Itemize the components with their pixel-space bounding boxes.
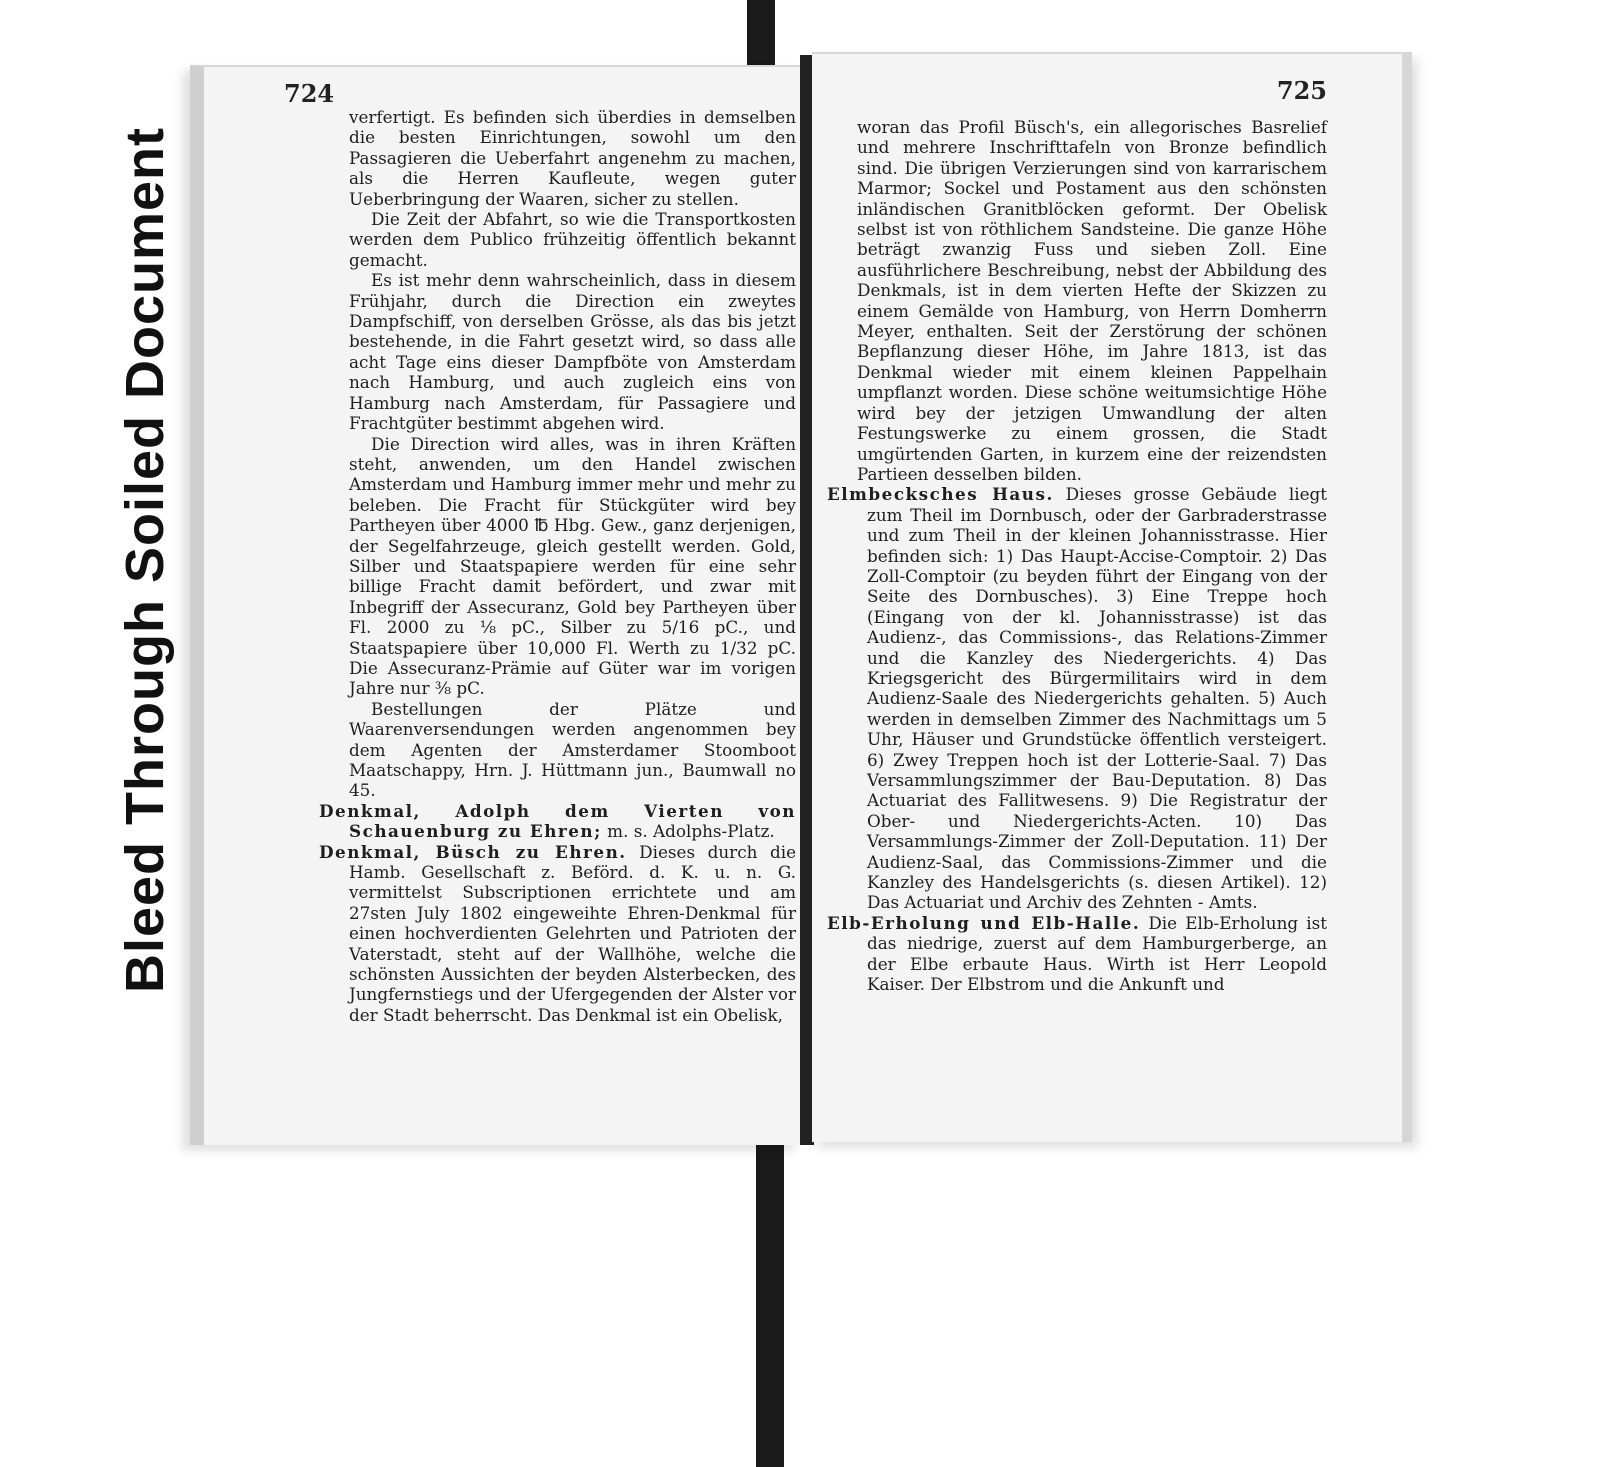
paragraph: Es ist mehr denn wahrscheinlich, dass in diesem Frühjahr, durch die Direction ein zweytes Dampfschiff, von derselben Grösse, als das bis jetzt bestehende, in die Fahrt gesetzt wird, so dass alle acht Tage eins dieser Dampfböte von Amsterdam nach Hamburg, und auch zugleich eins von Hamburg nach Amsterdam, für Passagiere und Frachtgüter bestimmt abgehen wird. [349, 270, 796, 434]
paragraph: verfertigt. Es befinden sich überdies in demselben die besten Einrichtungen, sowohl um den Passagieren die Ueberfahrt angenehm zu machen, als die Herren Kaufleute, wegen guter Ueberbringung der Waaren, sicher zu stellen. [349, 107, 796, 209]
page-body [827, 117, 1327, 994]
right-page [812, 52, 1412, 1142]
paragraph: woran das Profil Büsch's, ein allegorisches Basrelief und mehrere Inschrifttafeln von Bronze befindlich sind. Die übrigen Verzierungen sind von karrarischem Marmor; Sockel und Postament aus den schönsten inländischen Granitblöcken geformt. Der Obelisk selbst ist von röthlichem Sandsteine. Die ganze Höhe beträgt zwanzig Fuss und sieben Zoll. Eine ausführlichere Beschreibung, nebst der Abbildung des Denkmals, ist in dem vierten Hefte der Skizzen zu einem Gemälde von Hamburg, von Herrn Domherrn Meyer, enthalten. Seit der Zerstörung der schönen Bepflanzung dieser Höhe, im Jahre 1813, ist das Denkmal wieder mit einem kleinen Pappelhain umpflanzt worden. Diese schöne weitumsichtige Höhe wird bey der jetzigen Umwandlung der alten Festungswerke zu einem grossen, die Stadt umgürtenden Garten, in kurzem eine der reizendsten Partieen desselben bilden. [857, 117, 1327, 484]
binding-strip-top [747, 0, 775, 75]
bleed-through-stamp [100, 60, 190, 1060]
entry-term: Denkmal, Büsch zu Ehren. [319, 841, 627, 862]
entry-elb-erholung [827, 913, 1327, 995]
paragraph: Bestellungen der Plätze und Waarenversendungen werden angenommen bey dem Agenten der Amsterdamer Stoomboot Maatschappy, Hrn. J. Hüttmann jun., Baumwall no 45. [349, 698, 796, 801]
entry-term: Elmbecksches Haus. [827, 484, 1054, 505]
entry-denkmal-adolph [319, 801, 796, 842]
entry-denkmal-buesch [319, 842, 796, 1026]
page-body [319, 107, 796, 1025]
entry-text: Die Elb-Erholung ist das niedrige, zuerst auf dem Hamburgerberge, an der Elbe erbaute Haus. Wirth ist Herr Leopold Kaiser. Der Elbstrom und die Ankunft und [867, 912, 1327, 995]
entry-term: Elb-Erholung und Elb-Halle. [827, 912, 1141, 933]
binding-strip-bottom [756, 1138, 784, 1467]
entry-elmbecksches-haus [827, 484, 1327, 913]
entry-text: m. s. Adolphs-Platz. [601, 821, 775, 842]
entry-term: Denkmal, Adolph dem Vierten von Schauenburg zu Ehren; [319, 800, 796, 842]
left-page [190, 65, 802, 1145]
entry-text: Dieses durch die Hamb. Gesellschaft z. Beförd. d. K. u. n. G. vermittelst Subscriptionen errichtete und am 27sten July 1802 eingeweihte Ehren-Denkmal für einen hochverdienten Gelehrten und Patrioten der Vaterstadt, steht auf der Wallhöhe, welche die schönsten Aussichten der beyden Alsterbecken, des Jungfernstiegs und der Ufergegenden der Alster vor der Stadt beherrscht. Das Denkmal ist ein Obelisk, [349, 841, 797, 1025]
paragraph: Die Direction wird alles, was in ihren Kräften steht, anwenden, um den Handel zwischen Amsterdam und Hamburg immer mehr und mehr zu beleben. Die Fracht für Stückgüter wird bey Partheyen über 4000 ℔ Hbg. Gew., ganz derjenigen, der Segelfahrzeuge, gleich gestellt werden. Gold, Silber und Staatspapiere werden für eine sehr billige Fracht damit befördert, und zwar mit Inbegriff der Assecuranz, Gold bey Partheyen über Fl. 2000 zu ⅛ pC., Silber zu 5/16 pC., und Staatspapiere über 10,000 Fl. Werth zu 1/32 pC. Die Assecuranz-Prämie auf Güter war im vorigen Jahre nur ⅜ pC. [349, 433, 796, 699]
page-number: 724 [284, 79, 335, 108]
stamp-text: Bleed Through Soiled Document [115, 126, 175, 994]
entry-text: Dieses grosse Gebäude liegt zum Theil im Dornbusch, oder der Garbraderstrasse und zum Theil in der kleinen Johannisstrasse. Hier befinden sich: 1) Das Haupt-Accise-Comptoir. 2) Das Zoll-Comptoir (zu beyden führt der Eingang von der Seite des Dornbusches). 3) Eine Treppe hoch (Eingang von der kl. Johannisstrasse) ist das Audienz-, das Commissions-, das Relations-Zimmer und die Kanzley des Niedergerichts. 4) Das Kriegsgericht des Bürgermilitairs wird in dem Audienz-Saale des Niedergerichts gehalten. 5) Auch werden in demselben Zimmer des Nachmittags um 5 Uhr, Häuser und Grundstücke öffentlich versteigert. 6) Zwey Treppen hoch ist der Lotterie-Saal. 7) Das Versammlungszimmer der Bau-Deputation. 8) Das Actuariat des Fallitwesens. 9) Die Registratur der Ober- und Niedergerichts-Acten. 10) Das Versammlungs-Zimmer der Zoll-Deputation. 11) Der Audienz-Saal, das Commissions-Zimmer und die Kanzley des Handelsgerichts (s. diesen Artikel). 12) Das Actuariat und Archiv des Zehnten - Amts. [867, 484, 1328, 913]
paragraph: Die Zeit der Abfahrt, so wie die Transportkosten werden dem Publico frühzeitig öffentlich bekannt gemacht. [349, 209, 796, 270]
page-number: 725 [1276, 76, 1327, 105]
